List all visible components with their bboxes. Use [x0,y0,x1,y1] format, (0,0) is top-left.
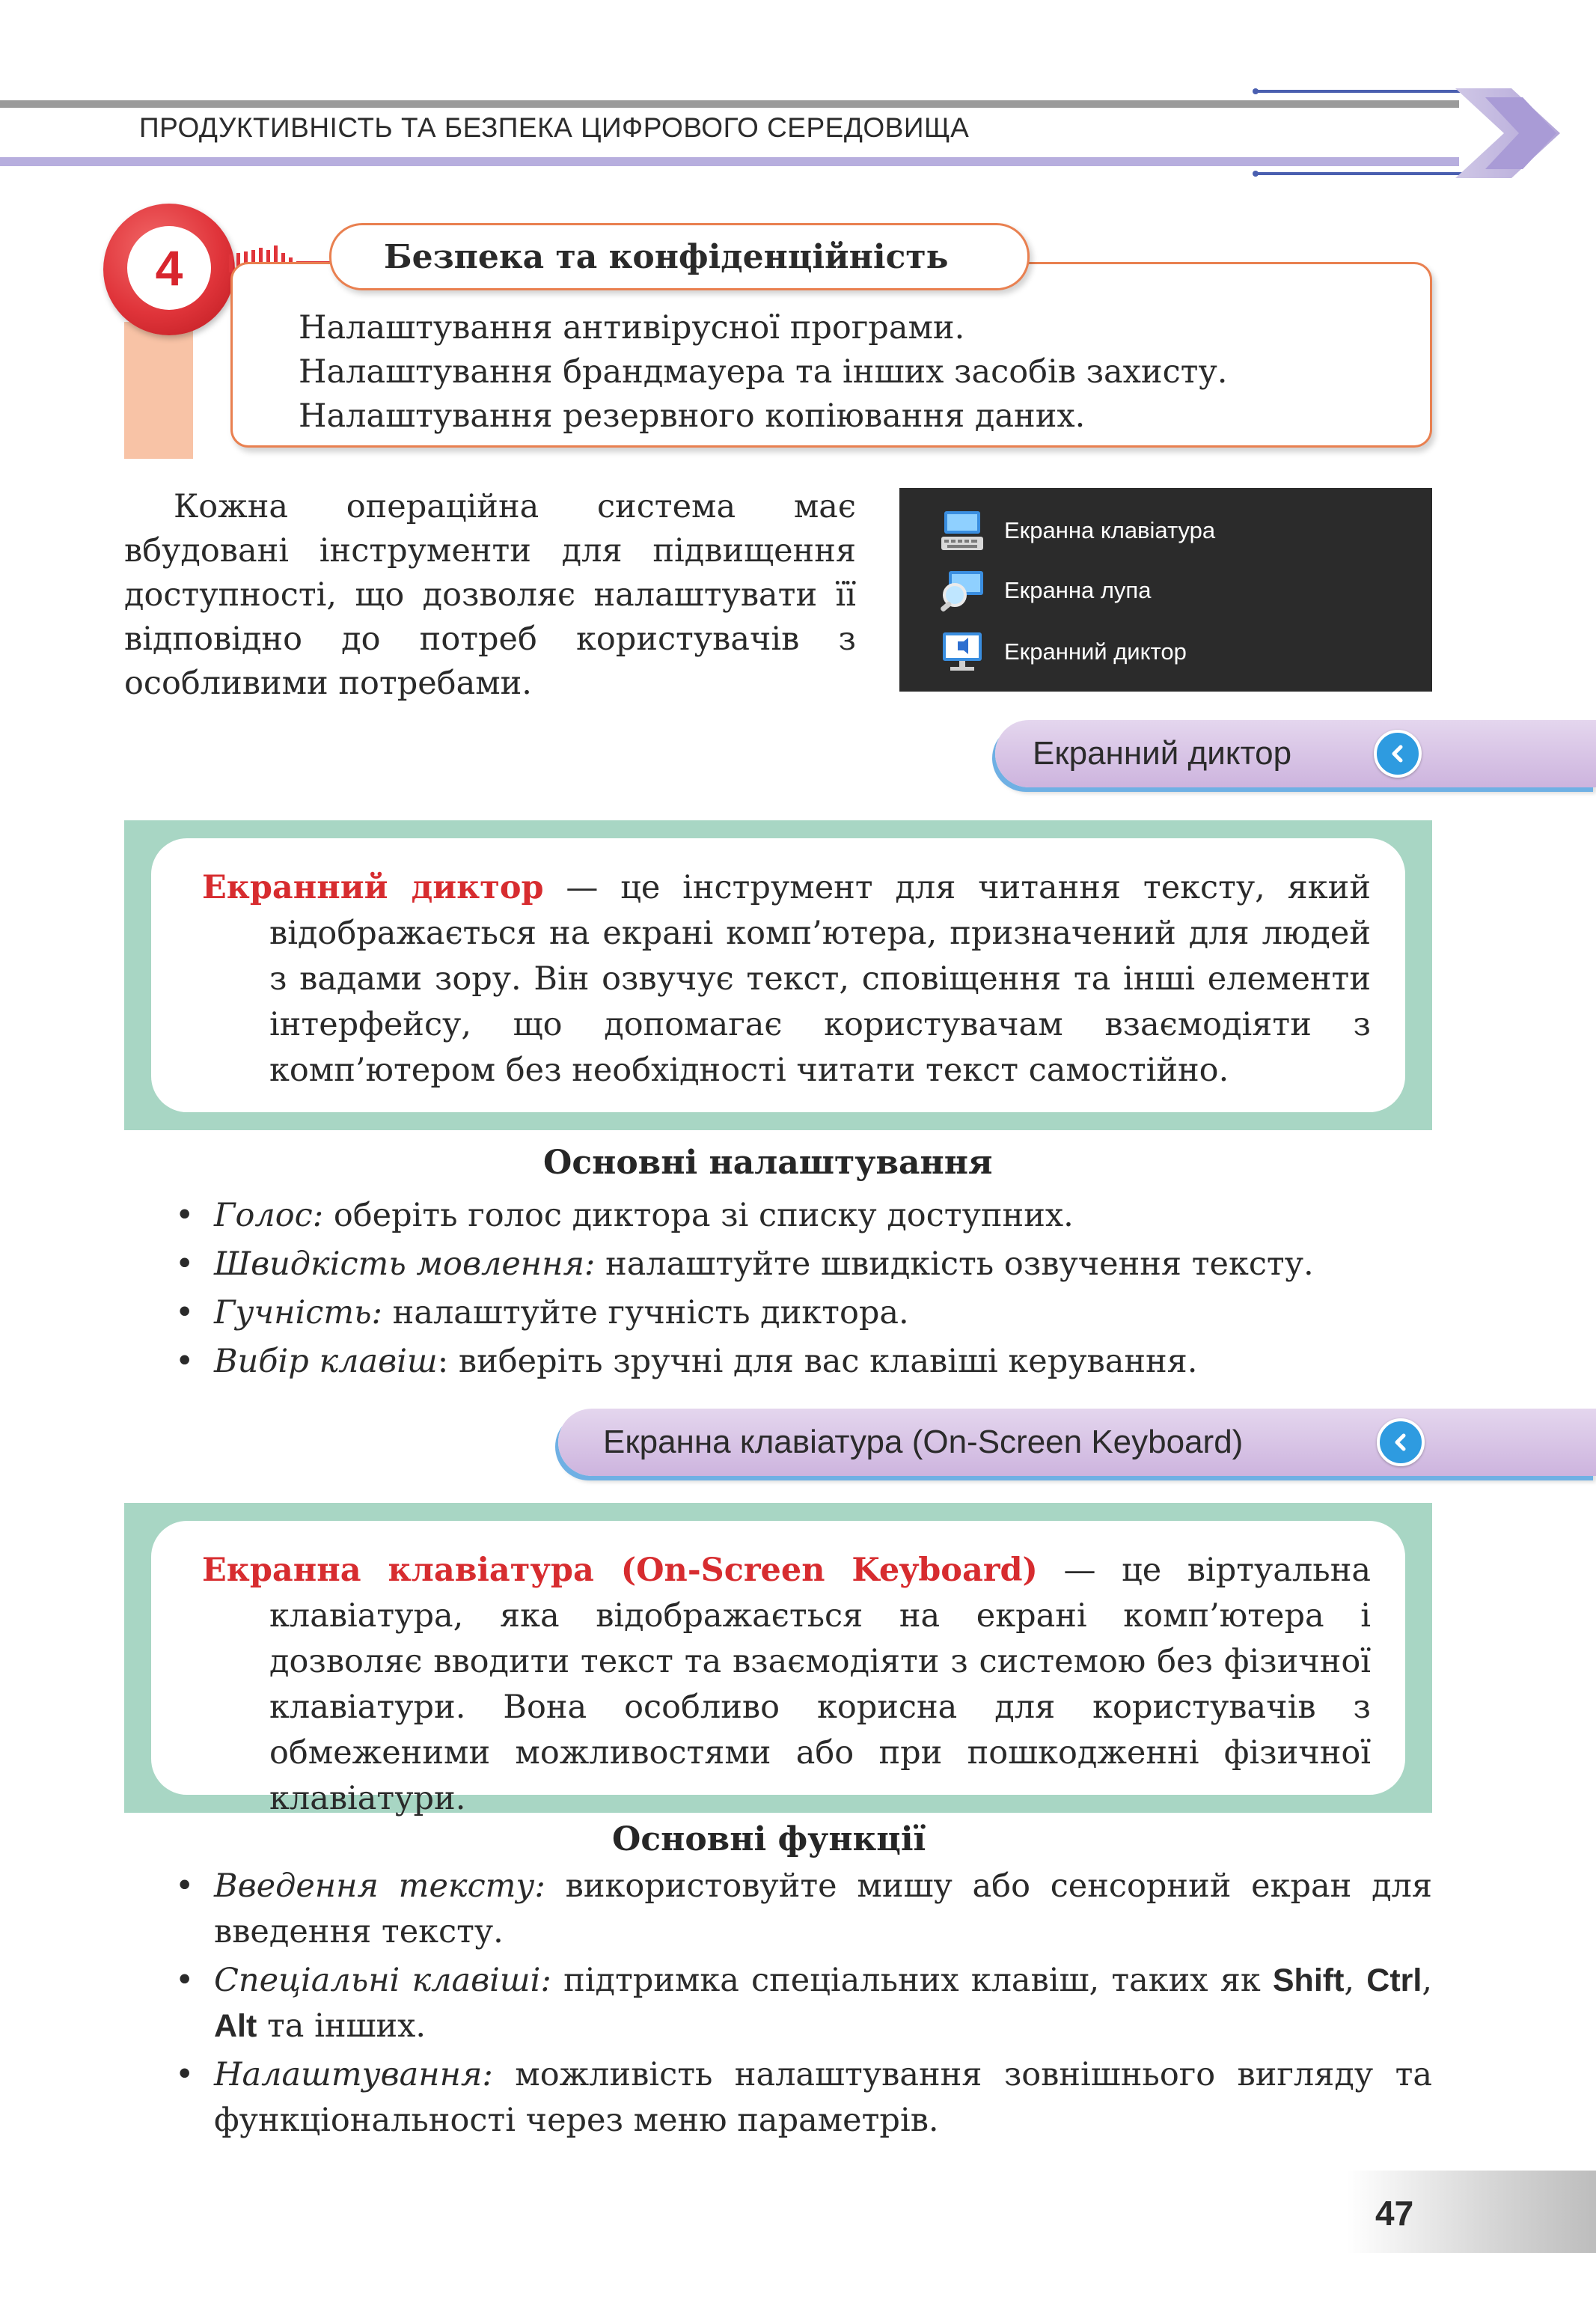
topic-tab-label: Екранна клавіатура (On-Screen Keyboard) [603,1424,1244,1460]
definition-box-narrator [124,820,1432,1130]
topic-tab-label: Екранний диктор [1033,735,1292,772]
section-number-badge [103,204,235,335]
definition-body: — це віртуальна клавіатура, яка відображається на екрані комп’ютера і дозволяє вводити текст та взаємодіяти з системою без фізичної клавіатури. Вона особливо корисна для користувачів з обмеженими можливостями або при пошкодженні фізичної клавіатури. [269,1552,1372,1817]
key-label: Alt [214,2008,257,2044]
magnifier-icon [938,567,986,614]
definition-text [202,865,1371,1094]
key-label: Shift [1272,1962,1345,1998]
keyboard-icon [938,507,986,555]
list-item: • Голос: оберіть голос диктора зі списку доступних. [175,1197,1074,1234]
functions-bullet-list [175,1864,1432,2144]
definition-card [151,1521,1405,1817]
bullet-text: оберіть голос диктора зі списку доступних. [323,1197,1074,1234]
menu-item-label: Екранна клавіатура [1004,517,1216,543]
bullet-term: Введення тексту: [214,1867,545,1905]
bullet-term: Вибір клавіш [214,1343,438,1380]
bullet-text: налаштуйте гучність диктора. [382,1294,909,1332]
section-goal-item: Налаштування резервного копіювання даних. [299,397,1086,435]
bullet-term: Голос: [214,1197,324,1234]
intro-paragraph [124,485,856,706]
definition-term: Екранна клавіатура (On-Screen Keyboard) [202,1552,1038,1589]
menu-item-narrator[interactable] [938,626,1187,678]
bullet-text: : виберіть зручні для вас клавіші керування. [437,1343,1198,1380]
bullet-text: можливість налаштування зовнішнього вигляду та функціональності через меню параметрів. [214,2056,1432,2139]
key-label: Ctrl [1366,1962,1422,1998]
subsection-heading: Основні налаштування [543,1144,993,1182]
bullet-term: Налаштування: [214,2056,493,2093]
bullet-term: Спеціальні клавіші: [214,1962,551,1999]
definition-box-keyboard [124,1503,1432,1817]
section-goal-item: Налаштування брандмауера та інших засобів захисту. [299,353,1228,391]
list-item: • Вибір клавіш: виберіть зручні для вас клавіші керування. [175,1343,1198,1380]
definition-body: — це інструмент для читання тексту, який відображається на екрані комп’ютера, призначений для людей з вадами зору. Він озвучує текст, сповіщення та інші елементи інтерфейсу, що допомагає користувачам взаємодіяти з комп’ютером без необхідності читати текст самостійно. [269,869,1371,1089]
section-title: Безпека та конфіденційність [329,223,1030,290]
definition-text [202,1548,1371,1822]
bullet-text: використовуйте мишу або сенсорний екран для введення тексту. [214,1867,1433,1950]
subsection-heading: Основні функції [612,1820,926,1858]
list-item: • Спеціальні клавіші: підтримка спеціальних клавіш, таких як Shift, Ctrl, Alt та інших. [175,1962,1432,2045]
list-item: • Швидкість мовлення: налаштуйте швидкість озвучення тексту. [175,1245,1314,1283]
section-marker-stem [124,322,193,459]
accessibility-menu-screenshot [899,488,1432,692]
definition-card [151,838,1405,1112]
settings-bullet-list [175,1192,1432,1386]
topic-tab-keyboard [558,1409,1596,1476]
bullet-text: та інших. [257,2007,426,2045]
menu-item-magnifier[interactable] [938,564,1151,617]
bullet-text: , [1344,1962,1367,1999]
definition-term: Екранний диктор [202,869,544,906]
list-item: • Гучність: налаштуйте гучність диктора. [175,1294,909,1332]
intro-text: Кожна операційна система має вбудовані інструменти для підвищення доступності, що дозволяє налаштувати її відповідно до потреб користувачів з особливими потребами. [124,488,856,702]
menu-item-label: Екранний диктор [1004,638,1187,665]
bullet-term: Гучність: [214,1294,382,1332]
bullet-term: Швидкість мовлення: [214,1245,596,1283]
running-header: ПРОДУКТИВНІСТЬ ТА БЕЗПЕКА ЦИФРОВОГО СЕРЕДОВИЩА [139,112,970,143]
topic-tab-narrator [995,720,1596,787]
narrator-icon [938,628,986,676]
list-item: • Введення тексту: використовуйте мишу або сенсорний екран для введення тексту. [175,1867,1433,1950]
section-goal-item: Налаштування антивірусної програми. [299,309,965,347]
page-number: 47 [1375,2194,1414,2233]
list-item: • Налаштування: можливість налаштування зовнішнього вигляду та функціональності через меню параметрів. [175,2056,1432,2139]
tab-chevron-left-icon [1374,730,1422,778]
bullet-text: підтримка спеціальних клавіш, таких як [551,1962,1273,1999]
menu-item-label: Екранна лупа [1004,577,1152,603]
bullet-text: , [1422,1962,1432,1999]
tab-chevron-left-icon [1377,1418,1425,1466]
bullet-text: налаштуйте швидкість озвучення тексту. [595,1245,1314,1283]
menu-item-keyboard[interactable] [938,504,1215,557]
section-number: 4 [127,226,211,310]
